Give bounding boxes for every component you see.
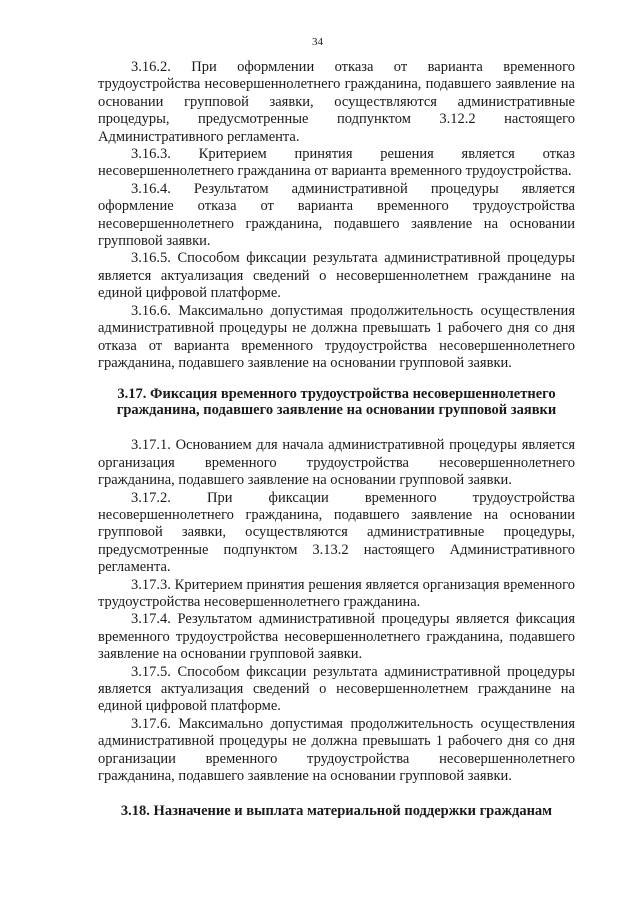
paragraph-3-17-3: 3.17.3. Критерием принятия решения является организация временного трудоустройства несовершеннолетнего гражданина. bbox=[98, 576, 575, 610]
paragraph-3-16-3: 3.16.3. Критерием принятия решения является отказ несовершеннолетнего гражданина от варианта временного трудоустройства. bbox=[98, 146, 575, 180]
paragraph-3-17-5: 3.17.5. Способом фиксации результата административной процедуры является актуализация сведений о несовершеннолетнем гражданине на единой цифровой платформе. bbox=[98, 663, 575, 715]
paragraph-3-16-5: 3.16.5. Способом фиксации результата административной процедуры является актуализация сведений о несовершеннолетнем гражданине на единой цифровой платформе. bbox=[98, 250, 575, 302]
paragraph-3-16-2: 3.16.2. При оформлении отказа от варианта временного трудоустройства несовершеннолетнего гражданина, подавшего заявление на основании групповой заявки, осуществляются административные процедуры, предусмотренные подпунктом 3.12.2 настоящего Административного регламента. bbox=[98, 59, 575, 145]
paragraph-3-17-4: 3.17.4. Результатом административной процедуры является фиксация временного трудоустройства несовершеннолетнего гражданина, подавшего заявление на основании групповой заявки. bbox=[98, 611, 575, 663]
section-heading-3-18: 3.18. Назначение и выплата материальной поддержки гражданам bbox=[120, 803, 553, 820]
page-number: 34 bbox=[312, 36, 323, 48]
paragraph-3-16-6: 3.16.6. Максимально допустимая продолжительность осуществления административной процедуры не должна превышать 1 рабочего дня со дня отказа от варианта временного трудоустройства несовершеннолетнего гражданина, подавшего заявление на основании групповой заявки. bbox=[98, 302, 575, 371]
document-body bbox=[98, 59, 575, 820]
paragraph-3-17-6: 3.17.6. Максимально допустимая продолжительность осуществления административной процедуры не должна превышать 1 рабочего дня со дня организации временного трудоустройства несовершеннолетнего гражданина, подавшего заявление на основании групповой заявки. bbox=[98, 715, 575, 785]
paragraph-3-17-2: 3.17.2. При фиксации временного трудоустройства несовершеннолетнего гражданина, подавшего заявление на основании групповой заявки, осуществляются административные процедуры, предусмотренные подпунктом 3.13.2 настоящего Административного регламента. bbox=[98, 489, 575, 576]
paragraph-3-17-1: 3.17.1. Основанием для начала административной процедуры является организация временного трудоустройства несовершеннолетнего гражданина, подавшего заявление на основании групповой заявки. bbox=[98, 437, 575, 489]
paragraph-3-16-4: 3.16.4. Результатом административной процедуры является оформление отказа от варианта временного трудоустройства несовершеннолетнего гражданина, подавшего заявление на основании групповой заявки. bbox=[98, 180, 575, 250]
section-heading-3-17: 3.17. Фиксация временного трудоустройства несовершеннолетнего гражданина, подавшего заявление на основании групповой заявки bbox=[116, 386, 557, 418]
